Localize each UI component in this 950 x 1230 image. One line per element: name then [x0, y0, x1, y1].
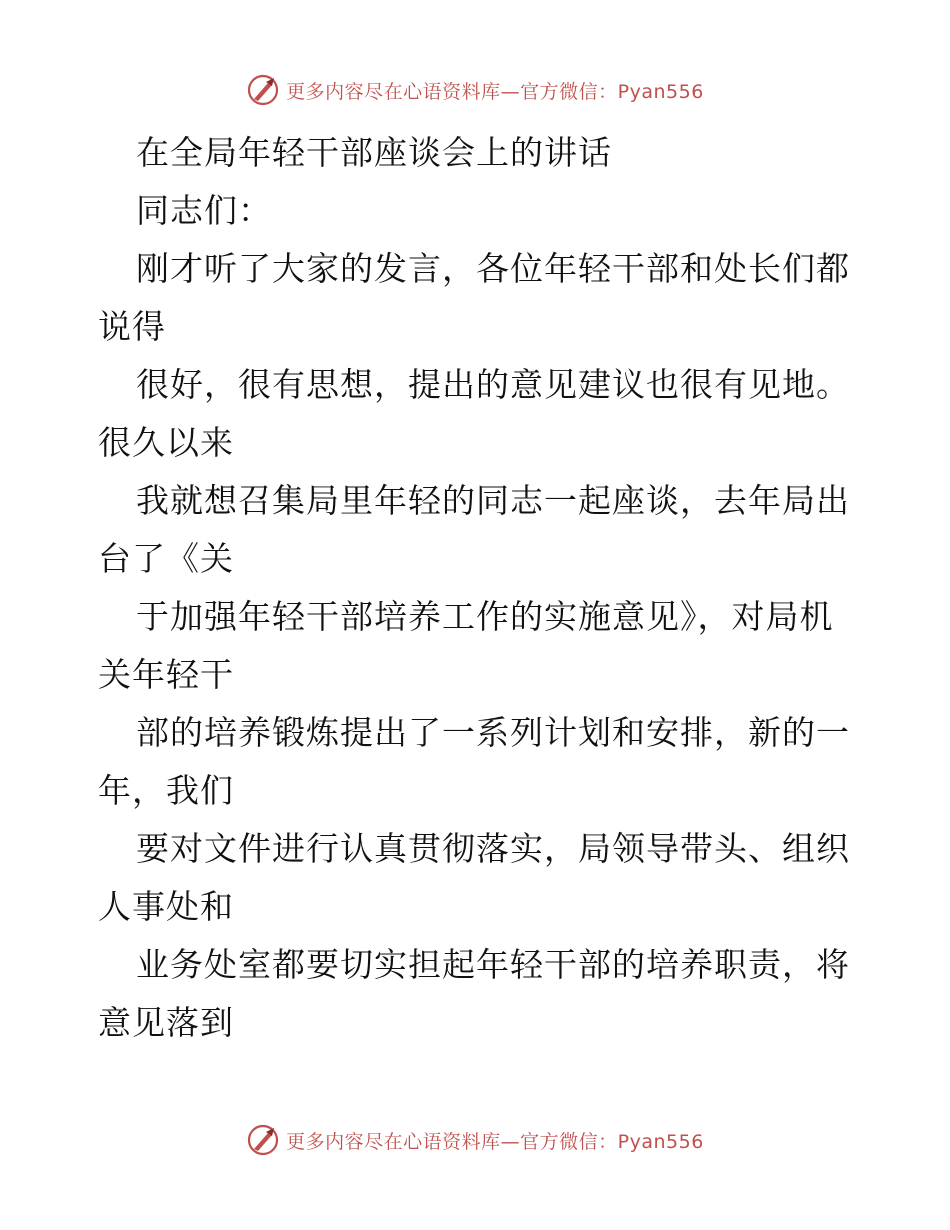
text-line: 意见落到 — [98, 1003, 234, 1042]
pen-logo-icon — [246, 1123, 280, 1157]
text-line: 于加强年轻干部培养工作的实施意见》，对局机 — [136, 597, 834, 636]
text-line: 我就想召集局里年轻的同志一起座谈，去年局出 — [136, 481, 850, 520]
pen-logo-icon — [246, 73, 280, 107]
document-title: 在全局年轻干部座谈会上的讲话 — [136, 133, 612, 172]
text-line: 业务处室都要切实担起年轻干部的培养职责，将 — [136, 945, 850, 984]
text-line: 说得 — [98, 307, 166, 346]
document-body — [98, 124, 858, 1052]
header-banner — [0, 70, 950, 110]
banner-label: 更多内容尽在心语资料库—官方微信： — [286, 80, 618, 103]
wechat-id: Pyan556 — [617, 80, 704, 103]
footer-banner — [0, 1120, 950, 1160]
text-line: 要对文件进行认真贯彻落实，局领导带头、组织 — [136, 829, 850, 868]
text-line: 关年轻干 — [98, 655, 234, 694]
text-line: 刚才听了大家的发言，各位年轻干部和处长们都 — [136, 249, 850, 288]
text-line: 人事处和 — [98, 887, 234, 926]
text-line: 同志们： — [136, 191, 272, 230]
text-line: 年，我们 — [98, 771, 234, 810]
text-line: 部的培养锻炼提出了一系列计划和安排，新的一 — [136, 713, 850, 752]
wechat-id: Pyan556 — [617, 1130, 704, 1153]
text-line: 台了《关 — [98, 539, 234, 578]
text-line: 很久以来 — [98, 423, 234, 462]
banner-text — [286, 1127, 704, 1154]
banner-text — [286, 77, 704, 104]
banner-label: 更多内容尽在心语资料库—官方微信： — [286, 1130, 618, 1153]
text-line: 很好，很有思想，提出的意见建议也很有见地。 — [136, 365, 850, 404]
